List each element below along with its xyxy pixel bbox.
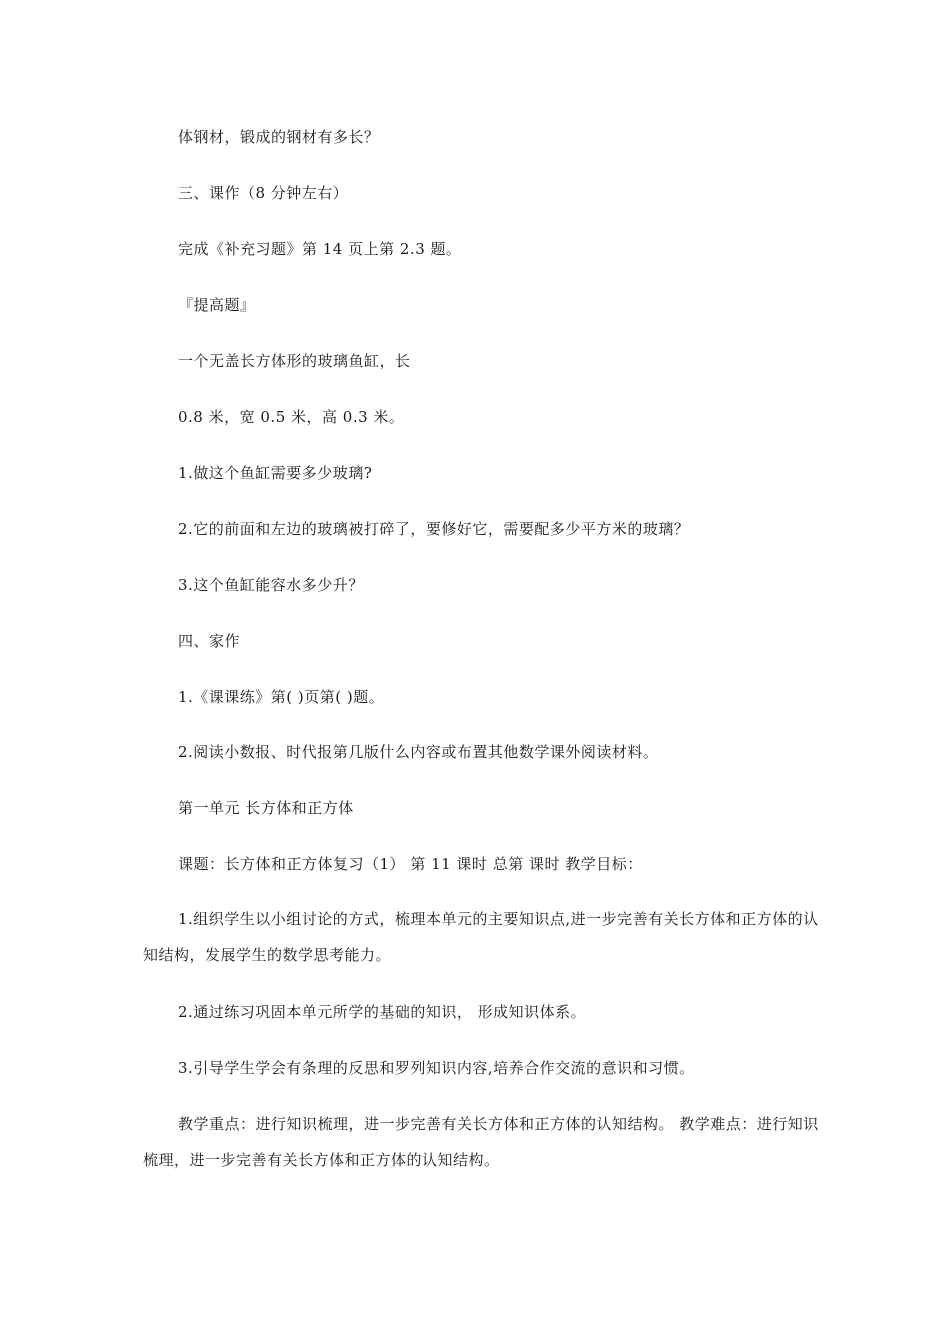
section-heading-homework: 四、家作 [178,632,241,650]
text-line-dimensions: 0.8 米，宽 0.5 米，高 0.3 米。 [178,408,405,426]
text-line-supplement-exercises: 完成《补充习题》第 14 页上第 2.3 题。 [178,240,462,258]
question-3: 3.这个鱼缸能容水多少升？ [178,576,364,594]
question-2: 2.它的前面和左边的玻璃被打碎了，要修好它，需要配多少平方米的玻璃？ [178,520,690,538]
text-line-steel-length: 体钢材，锻成的钢材有多长？ [178,128,380,146]
homework-item-1: 1.《课课练》第( )页第( )题。 [178,688,385,706]
objective-2: 2.通过练习巩固本单元所学的基础的知识， 形成知识体系。 [178,1003,587,1021]
question-1: 1.做这个鱼缸需要多少玻璃? [178,464,373,482]
key-and-difficult-points: 教学重点：进行知识梳理，进一步完善有关长方体和正方体的认知结构。 教学难点：进行知识梳理，进一步完善有关长方体和正方体的认知结构。 [143,1115,819,1169]
homework-item-2: 2.阅读小数报、时代报第几版什么内容或布置其他数学课外阅读材料。 [178,743,659,761]
lesson-header: 课题：长方体和正方体复习（1） 第 11 课时 总第 课时 教学目标： [178,855,643,873]
heading-advanced-problems: 『提高题』 [178,296,256,314]
section-heading-classwork: 三、课作（8 分钟左右） [178,184,349,202]
objective-1: 1.组织学生以小组讨论的方式，梳理本单元的主要知识点,进一步完善有关长方体和正方体的认知结构，发展学生的数学思考能力。 [143,910,819,964]
unit-title: 第一单元 长方体和正方体 [178,799,354,817]
text-line-fish-tank: 一个无盖长方体形的玻璃鱼缸，长 [178,352,411,370]
objective-3: 3.引导学生学会有条理的反思和罗列知识内容,培养合作交流的意识和习惯。 [178,1059,695,1077]
